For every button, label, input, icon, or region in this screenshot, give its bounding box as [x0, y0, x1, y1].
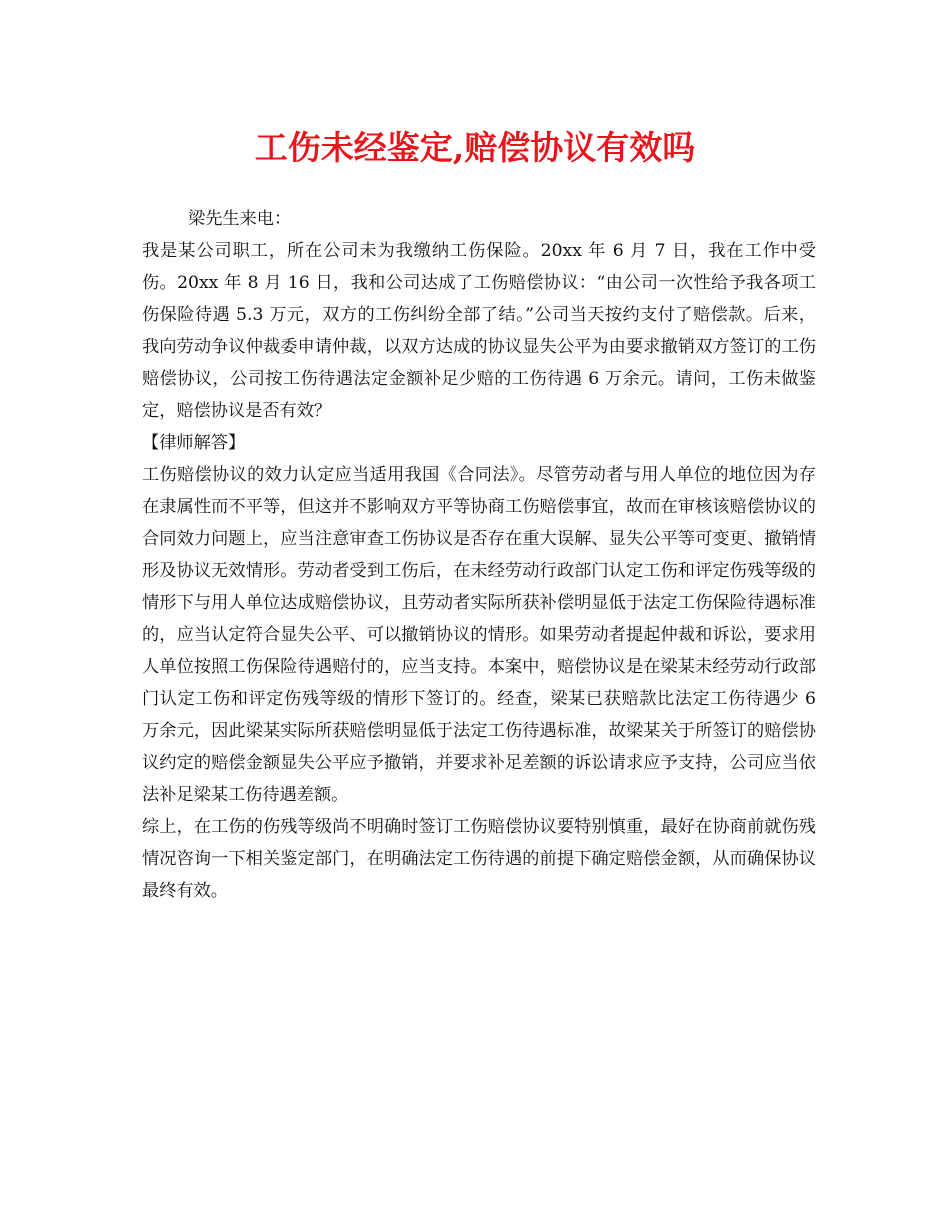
- document-body: [142, 203, 816, 907]
- lawyer-answer-heading: 【律师解答】: [142, 433, 246, 453]
- document-title: 工伤未经鉴定,赔偿协议有效吗: [254, 128, 696, 167]
- question-paragraph: 我是某公司职工，所在公司未为我缴纳工伤保险。20xx 年 6 月 7 日，我在工作中受伤。20xx 年 8 月 16 日，我和公司达成了工伤赔偿协议：“由公司一次性给予我各项工伤保险待遇 5.3 万元，双方的工伤纠纷全部了结。”公司当天按约支付了赔偿款。后来，我向劳动争议仲裁委申请仲裁，以双方达成的协议显失公平为由要求撤销双方签订的工伤赔偿协议，公司按工伤待遇法定金额补足少赔的工伤待遇 6 万余元。请问，工伤未做鉴定，赔偿协议是否有效？: [142, 241, 816, 421]
- answer-paragraph: 工伤赔偿协议的效力认定应当适用我国《合同法》。尽管劳动者与用人单位的地位因为存在隶属性而不平等，但这并不影响双方平等协商工伤赔偿事宜，故而在审核该赔偿协议的合同效力问题上，应当注意审查工伤协议是否存在重大误解、显失公平等可变更、撤销情形及协议无效情形。劳动者受到工伤后，在未经劳动行政部门认定工伤和评定伤残等级的情形下与用人单位达成赔偿协议，且劳动者实际所获补偿明显低于法定工伤保险待遇标准的，应当认定符合显失公平、可以撤销协议的情形。如果劳动者提起仲裁和诉讼，要求用人单位按照工伤保险待遇赔付的，应当支持。本案中，赔偿协议是在梁某未经劳动行政部门认定工伤和评定伤残等级的情形下签订的。经查，梁某已获赔款比法定工伤待遇少 6 万余元，因此梁某实际所获赔偿明显低于法定工伤待遇标准，故梁某关于所签订的赔偿协议约定的赔偿金额显失公平应予撤销，并要求补足差额的诉讼请求应予支持，公司应当依法补足梁某工伤待遇差额。: [142, 465, 816, 805]
- caller-intro: 梁先生来电：: [188, 209, 292, 229]
- conclusion-paragraph: 综上，在工伤的伤残等级尚不明确时签订工伤赔偿协议要特别慎重，最好在协商前就伤残情况咨询一下相关鉴定部门，在明确法定工伤待遇的前提下确定赔偿金额，从而确保协议最终有效。: [142, 817, 816, 901]
